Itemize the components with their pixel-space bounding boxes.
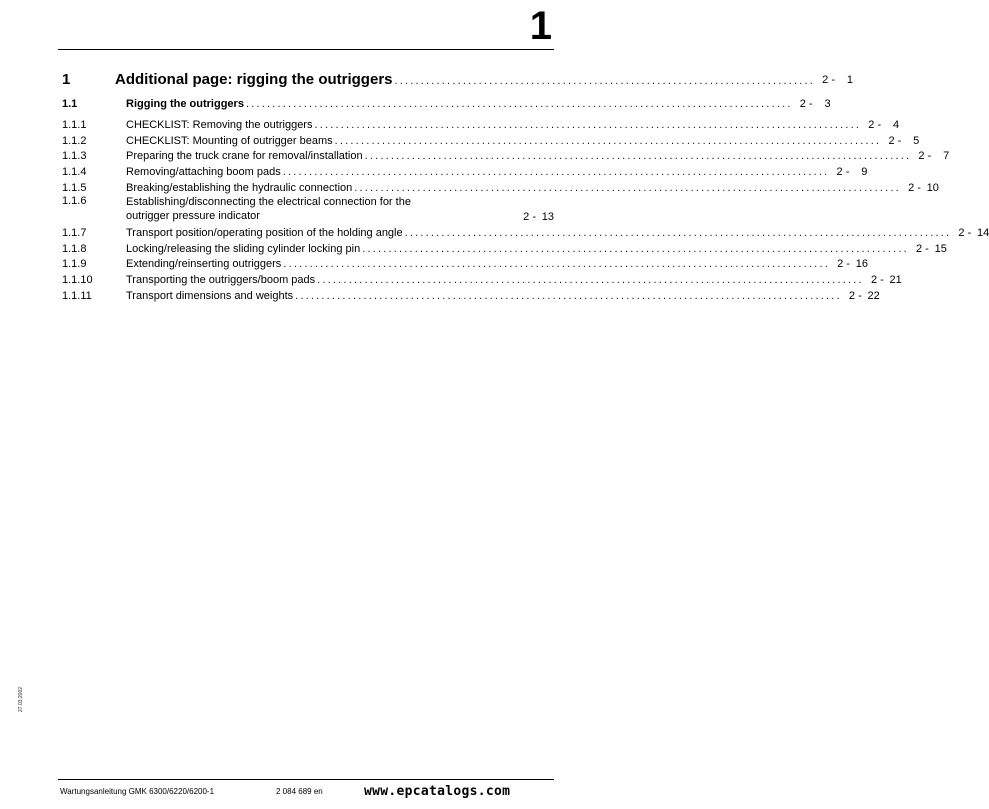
watermark-link[interactable]: www.epcatalogs.com <box>364 784 511 799</box>
toc-number: 1.1.1 <box>62 118 87 131</box>
toc-page: 2 - 10 <box>908 181 939 194</box>
dot-leader: ........................................................................................................ <box>404 226 952 239</box>
toc-title: Additional page: rigging the outriggers <box>115 71 393 88</box>
dot-leader: ........................................................................................................ <box>283 258 830 271</box>
toc-entry[interactable] <box>62 115 900 131</box>
dot-leader: ........................................................................................................ <box>334 134 882 147</box>
dot-leader: ........................................................................................................ <box>282 166 830 179</box>
toc-page: 2 - 13 <box>523 210 554 223</box>
toc-title: Rigging the outriggers <box>126 98 244 110</box>
toc-page: 2 - 1 <box>822 74 853 86</box>
dot-leader: ........................................................................................................ <box>364 150 912 163</box>
toc-chapter-entry[interactable] <box>62 66 853 88</box>
toc-number: 1.1 <box>62 98 78 110</box>
toc-entry[interactable] <box>62 147 950 163</box>
manual-title: Wartungsanleitung GMK 6300/6220/6200-1 <box>60 787 215 796</box>
toc-number: 1 <box>62 71 71 88</box>
toc-entry[interactable] <box>62 255 868 271</box>
toc-title: Transporting the outriggers/boom pads <box>126 274 316 287</box>
toc-entry[interactable] <box>62 223 989 239</box>
side-date: 27.03.2002 <box>18 686 24 712</box>
dot-leader: ........................................................................................................ <box>245 98 793 110</box>
toc-entry[interactable] <box>62 270 902 287</box>
toc-entry[interactable] <box>62 286 880 302</box>
toc-number: 1.1.10 <box>62 274 93 287</box>
toc-entry[interactable] <box>62 131 920 147</box>
toc-entry[interactable] <box>62 162 868 179</box>
toc-section-entry[interactable] <box>62 93 831 110</box>
toc-entry[interactable] <box>62 239 947 255</box>
document-number: 2 084 689 en <box>276 787 323 796</box>
footer-rule <box>58 779 554 780</box>
toc-page: 2 - 5 <box>888 134 920 147</box>
toc-title: Extending/reinserting outriggers <box>126 258 282 271</box>
toc-page: 2 - 15 <box>916 242 947 255</box>
toc-page: 2 - 4 <box>868 118 900 131</box>
toc-number: 1.1.5 <box>62 181 87 194</box>
toc-title: CHECKLIST: Removing the outriggers <box>126 118 313 131</box>
toc-title: Transport position/operating position of the holding angle <box>126 226 403 239</box>
dot-leader: ........................................................................................................ <box>314 118 862 131</box>
toc-number: 1.1.2 <box>62 134 87 147</box>
chapter-number: 1 <box>529 4 552 48</box>
dot-leader: ................................................................................ <box>394 75 815 87</box>
toc-page: 2 - 22 <box>848 289 880 302</box>
toc-page: 2 - 7 <box>918 150 950 163</box>
toc-page: 2 - 14 <box>958 226 989 239</box>
toc-page: 2 - 16 <box>837 258 868 271</box>
toc-title: Preparing the truck crane for removal/installation <box>126 150 363 163</box>
toc-number: 1.1.11 <box>62 289 92 302</box>
toc-number: 1.1.7 <box>62 226 87 239</box>
dot-leader: ........................................................................................................ <box>354 181 901 194</box>
toc-title: CHECKLIST: Mounting of outrigger beams <box>126 134 333 147</box>
toc-number: 1.1.3 <box>62 150 87 163</box>
toc-number: 1.1.4 <box>62 166 87 179</box>
toc-page: 2 - 3 <box>799 98 831 110</box>
dot-leader: ........................................................................................................ <box>362 242 909 255</box>
dot-leader: ........................................................................................................ <box>317 274 864 287</box>
dot-leader: ........................................................................................................ <box>295 289 842 302</box>
toc-title: Transport dimensions and weights <box>126 289 294 302</box>
table-of-contents <box>62 66 989 302</box>
header-rule <box>58 49 554 50</box>
toc-title: Establishing/disconnecting the electrical connection for the outrigger pressure indicator <box>126 195 411 222</box>
toc-title: Removing/attaching boom pads <box>126 166 281 179</box>
toc-page: 2 - 9 <box>836 166 868 179</box>
toc-entry[interactable] <box>62 195 554 223</box>
toc-title: Breaking/establishing the hydraulic connection <box>126 181 353 194</box>
toc-number: 1.1.8 <box>62 242 87 255</box>
toc-number: 1.1.6 <box>62 194 87 207</box>
toc-entry[interactable] <box>62 178 939 194</box>
toc-number: 1.1.9 <box>62 258 87 271</box>
toc-page: 2 - 21 <box>870 274 902 287</box>
toc-title: Locking/releasing the sliding cylinder locking pin <box>126 242 361 255</box>
